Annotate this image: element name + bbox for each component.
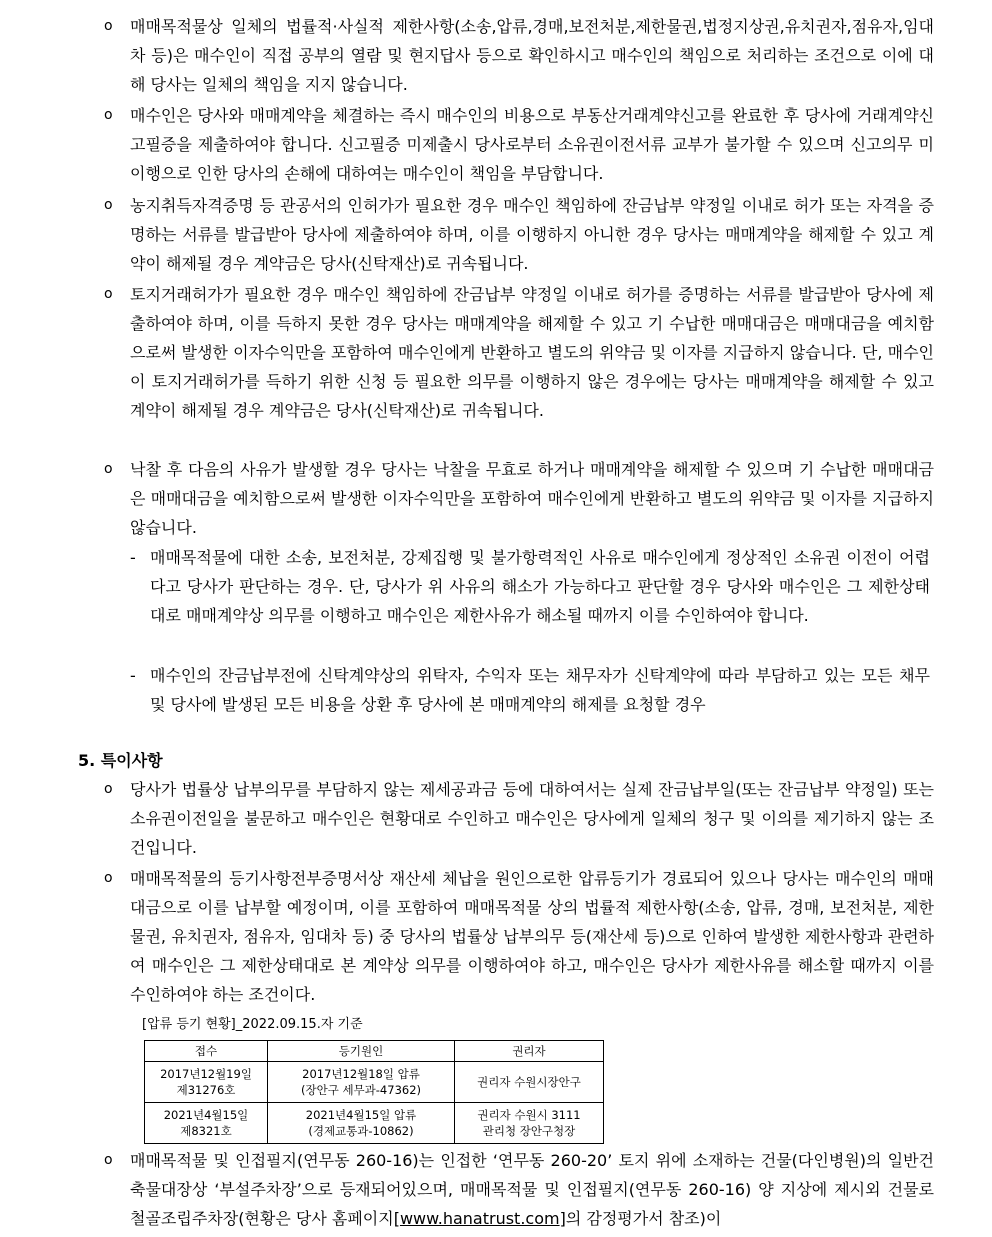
bullet-text: 매수인은 당사와 매매계약을 체결하는 즉시 매수인의 비용으로 부동산거래계약신고를 완료한 후 당사에 거래계약신고필증을 제출하여야 합니다. 신고필증 미제출시 당사로부터 소유권이전서류 교부가 불가할 수 있으며 신고의무 미이행으로 인한 당사의 손해에 대하여는 매수인이 책임을 부담합니다.: [130, 106, 934, 183]
sub-marker: -: [130, 548, 136, 567]
bullet-item: [104, 191, 934, 278]
bullet-marker: o: [104, 107, 113, 123]
table-header: 권리자: [455, 1041, 604, 1062]
bullet-text: 매매목적물 및 인접필지(연무동 260-16)는 인접한 ‘연무동 260-20’ 토지 위에 소재하는 건물(다인병원)의 일반건축물대장상 ‘부설주차장’으로 등재되어있으며, 매매목적물 및 인접필지(연무동 260-16) 양 지상에 제시외 건물로 철골조립주차장(현황은 당사 홈페이지[www.hanatrust.com]의 감정평가서 참조)이: [130, 1151, 934, 1228]
bullet-text: 농지취득자격증명 등 관공서의 인허가가 필요한 경우 매수인 책임하에 잔금납부 약정일 이내로 허가 또는 자격을 증명하는 서류를 발급받아 당사에 제출하여야 하며, 이를 이행하지 아니한 경우 당사는 매매계약을 해제할 수 있고 계약이 해제될 경우 계약금은 당사(신탁재산)로 귀속됩니다.: [130, 196, 934, 273]
table-header-row: [145, 1041, 604, 1062]
sub-marker: -: [130, 666, 136, 685]
bullet-item: [104, 775, 934, 862]
table-row: [145, 1062, 604, 1103]
seizure-registration-table: [144, 1040, 604, 1144]
sub-item: [130, 661, 930, 719]
bullet-item: [104, 101, 934, 188]
table-header: 등기원인: [268, 1041, 455, 1062]
bullet-item: [104, 1146, 934, 1233]
bullet-item: [104, 455, 934, 542]
bullet-marker: o: [104, 197, 113, 213]
table-cell: 권리자 수원시 3111 관리청 장안구청장: [455, 1103, 604, 1144]
sub-item: [130, 543, 930, 630]
bullet-text: 당사가 법률상 납부의무를 부담하지 않는 제세공과금 등에 대하여서는 실제 잔금납부일(또는 잔금납부 약정일) 또는 소유권이전일을 불문하고 매수인은 현황대로 수인하고 매수인은 당사에게 일체의 청구 및 이의를 제기하지 않는 조건입니다.: [130, 780, 934, 857]
bullet-marker: o: [104, 461, 113, 477]
bullet-item: [104, 12, 934, 99]
sub-text: 매매목적물에 대한 소송, 보전처분, 강제집행 및 불가항력적인 사유로 매수인에게 정상적인 소유권 이전이 어렵다고 당사가 판단하는 경우. 단, 당사가 위 사유의 해소가 가능하다고 판단할 경우 당사와 매수인은 그 제한상태대로 매매계약상 의무를 이행하고 매수인은 제한사유가 해소될 때까지 이를 수인하여야 합니다.: [150, 548, 930, 625]
bullet-marker: o: [104, 781, 113, 797]
sub-text: 매수인의 잔금납부전에 신탁계약상의 위탁자, 수익자 또는 채무자가 신탁계약에 따라 부담하고 있는 모든 채무 및 당사에 발생된 모든 비용을 상환 후 당사에 본 매매계약의 해제를 요청할 경우: [150, 666, 930, 714]
bullet-marker: o: [104, 870, 113, 886]
bullet-item: [104, 864, 934, 1009]
bullet-marker: o: [104, 18, 113, 34]
homepage-link[interactable]: www.hanatrust.com: [399, 1209, 560, 1228]
table-header: 접수: [145, 1041, 268, 1062]
table-cell: 2017년12월18일 압류 (장안구 세무과-47362): [268, 1062, 455, 1103]
table-cell: 2021년4월15일 압류 (경제교통과-10862): [268, 1103, 455, 1144]
bullet-marker: o: [104, 286, 113, 302]
section-title: 5. 특이사항: [78, 751, 163, 770]
bullet-marker: o: [104, 1152, 113, 1168]
bullet-text: 매매목적물상 일체의 법률적·사실적 제한사항(소송,압류,경매,보전처분,제한물권,법정지상권,유치권자,점유자,임대차 등)은 매수인이 직접 공부의 열람 및 현지답사 등으로 확인하시고 매수인의 책임으로 처리하는 조건으로 이에 대해 당사는 일체의 책임을 지지 않습니다.: [130, 17, 934, 94]
table-row: [145, 1103, 604, 1144]
bullet-text: 토지거래허가가 필요한 경우 매수인 책임하에 잔금납부 약정일 이내로 허가를 증명하는 서류를 발급받아 당사에 제출하여야 하며, 이를 득하지 못한 경우 당사는 매매계약을 해제할 수 있고 기 수납한 매매대금은 매매대금을 예치함으로써 발생한 이자수익만을 포함하여 매수인에게 반환하고 별도의 위약금 및 이자를 지급하지 않습니다. 단, 매수인이 토지거래허가를 득하기 위한 신청 등 필요한 의무를 이행하지 않은 경우에는 당사는 매매계약을 해제할 수 있고 계약이 해제될 경우 계약금은 당사(신탁재산)로 귀속됩니다.: [130, 285, 934, 420]
table-cell: 2021년4월15일 제8321호: [145, 1103, 268, 1144]
table-caption: [압류 등기 현황]_2022.09.15.자 기준: [142, 1017, 363, 1032]
table-cell: 권리자 수원시장안구: [455, 1062, 604, 1103]
bullet-item: [104, 280, 934, 425]
bullet-text: 낙찰 후 다음의 사유가 발생할 경우 당사는 낙찰을 무효로 하거나 매매계약을 해제할 수 있으며 기 수납한 매매대금은 매매대금을 예치함으로써 발생한 이자수익만을 포함하여 매수인에게 반환하고 별도의 위약금 및 이자를 지급하지 않습니다.: [130, 460, 934, 537]
table-cell: 2017년12월19일 제31276호: [145, 1062, 268, 1103]
bullet-text: 매매목적물의 등기사항전부증명서상 재산세 체납을 원인으로한 압류등기가 경료되어 있으나 당사는 매수인의 매매대금으로 이를 납부할 예정이며, 이를 포함하여 매매목적물 상의 법률적 제한사항(소송, 압류, 경매, 보전처분, 제한물권, 유치권자, 점유자, 임대차 등) 중 당사의 법률상 납부의무 등(재산세 등)으로 인하여 발생한 제한사항과 관련하여 매수인은 그 제한상태대로 본 계약상 의무를 이행하여야 하고, 매수인은 당사가 제한사유를 해소할 때까지 이를 수인하여야 하는 조건이다.: [130, 869, 934, 1004]
